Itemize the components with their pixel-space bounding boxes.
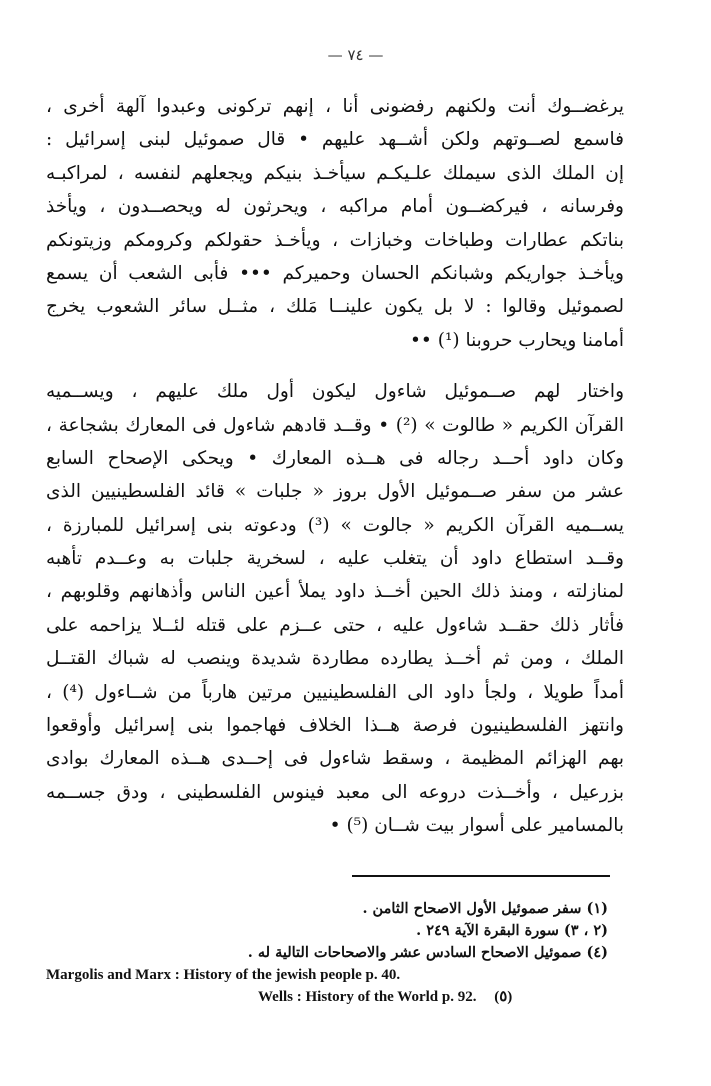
page-number: — ٧٤ —	[327, 46, 384, 64]
footnote-5	[46, 986, 608, 1008]
paragraph-2	[46, 375, 624, 842]
text-line: عشر من سفر صــموئيل الأول بروز « جلبات » قائد الفلسطينيين الذى	[46, 481, 624, 503]
text-line: لمنازلته ، ومنذ ذلك الحين أخــذ داود يملأ أعين الناس وأذهانهم وقلوبهم ،	[46, 581, 624, 603]
text-line: لصموئيل وقالوا : لا بل يكون علينــا مَلك ، مثــل سائر الشعوب يخرج	[46, 296, 624, 318]
footnote-4-reference: Margolis and Marx : History of the jewish people p. 40.	[46, 967, 401, 983]
text-line: بناتكم عطارات وطباخات وخبازات ، ويأخـذ حقولكم وكرومكم وزيتونكم	[46, 229, 624, 251]
text-line: وانتهز الفلسطينيون فرصة هــذا الخلاف فهاجموا بنى إسرائيل وأوقعوا	[46, 715, 624, 737]
footnote-4: (٤) صموئيل الاصحاح السادس عشر والاصحاحات التالية له .	[247, 944, 608, 961]
text-line: بالمسامير على أسوار بيت شــان (⁵) •	[329, 815, 624, 837]
text-line: وفرسانه ، فيركضــون أمام مراكبه ، ويحرثون له ويحصــدون ، ويأخذ	[46, 196, 624, 218]
paragraph-1	[46, 90, 624, 357]
footnote-1: (١) سفر صموئيل الأول الاصحاح الثامن .	[362, 900, 608, 917]
text-line: إن الملك الذى سيملك علـيكـم سيأخـذ بنيكم ويجعلهم لنفسه ، لمراكبـه	[46, 162, 624, 184]
paragraph-gap	[46, 357, 624, 375]
footnote-divider	[352, 875, 610, 877]
text-line: بهم الهزائم المظيمة ، وسقط شاءول فى إحــدى هــذه المعارك بوادى	[46, 748, 624, 770]
text-line: يســميه القرآن الكريم « جالوت » (³) ودعوته بنى إسرائيل للمبارزة ،	[46, 514, 624, 536]
text-line: أمداً طويلا ، ولجأ داود الى الفلسطينيين مرتين هارباً من شــاءول (⁴) ،	[46, 681, 624, 703]
footnote-2-3: (٢ ، ٣) سورة البقرة الآية ٢٤٩ .	[416, 922, 608, 939]
footnote-5-reference: Wells : History of the World p. 92.	[258, 989, 477, 1005]
text-line: فاسمع لصــوتهم ولكن أشــهد عليهم • قال صموئيل لبنى إسرائيل :	[46, 129, 624, 151]
footnotes	[46, 898, 608, 1008]
text-line: يرغضــوك أنت ولكنهم رفضونى أنا ، إنهم تركونى وعبدوا آلهة أخرى ،	[46, 96, 624, 117]
text-line: الملك ، ومن ثم أخــذ يطارده مطاردة شديدة وينصب له شباك القتــل	[46, 648, 624, 670]
footnote-5-number: (٥)	[494, 989, 513, 1005]
body-text	[46, 90, 624, 843]
text-line: وكان داود أحــد رجاله فى هــذه المعارك • ويحكى الإصحاح السابع	[46, 447, 624, 469]
text-line: أمامنا ويحارب حروبنا (¹) ••	[410, 329, 624, 351]
text-line: ويأخـذ جواريكم وشبانكم الحسان وحميركم ••• فأبى الشعب أن يسمع	[46, 262, 624, 284]
text-line: واختار لهم صــموئيل شاءول ليكون أول ملك عليهم ، ويســميه	[46, 381, 624, 403]
text-line: بزرعيل ، وأخــذت دروعه الى معبد فينوس الفلسطينى ، ودق جســمه	[46, 781, 624, 803]
text-line: القرآن الكريم « طالوت » (²) • وقــد قادهم شاءول فى المعارك بشجاعة ،	[46, 414, 624, 436]
text-line: فأثار ذلك حقــد شاءول عليه ، حتى عــزم على قتله لئــلا يزاحمه على	[46, 614, 624, 636]
text-line: وقــد استطاع داود أن يتغلب عليه ، لسخرية جلبات به وعــدم تأهبه	[46, 548, 624, 570]
